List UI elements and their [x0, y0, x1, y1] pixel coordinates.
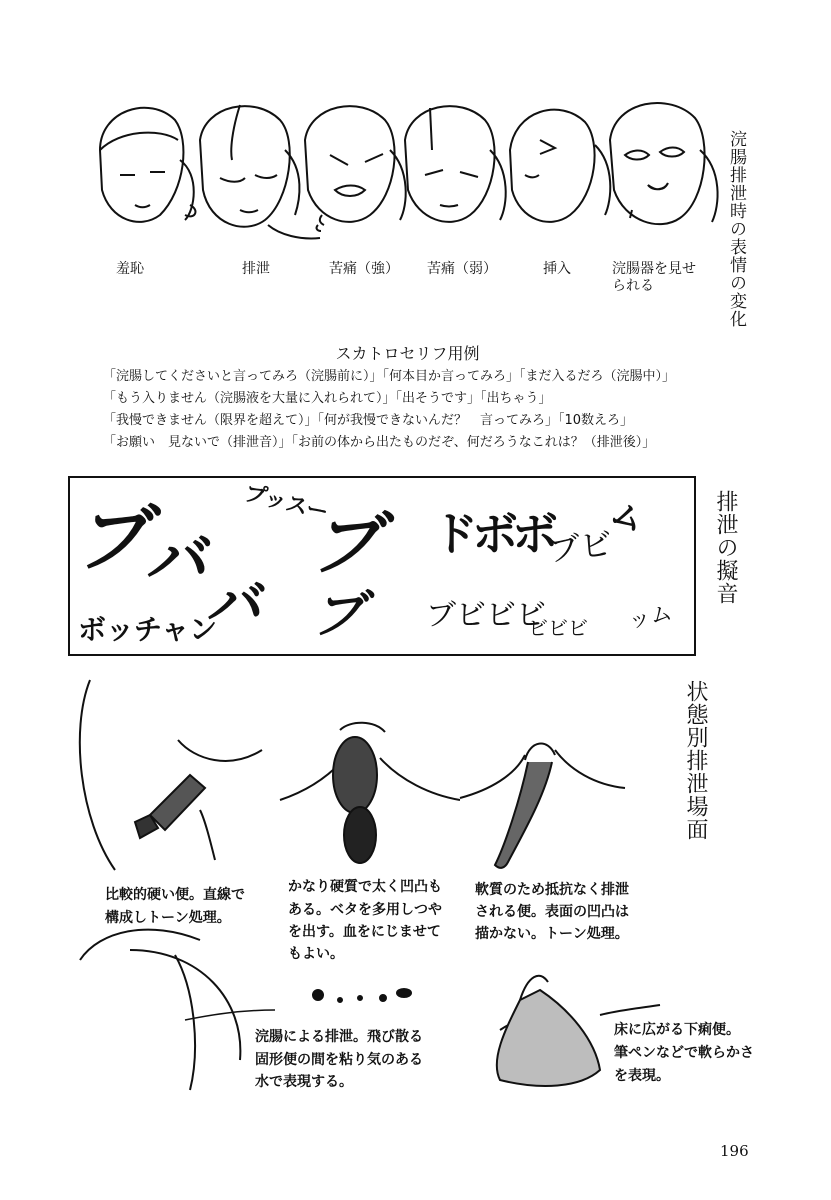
caption-soft-line2: される便。表面の凹凸は: [475, 904, 629, 920]
sfx-mmu: ッム: [626, 600, 675, 635]
sfx-ba-2: バ: [203, 572, 271, 637]
states-title: 状態別排泄場面: [683, 680, 708, 841]
dialogue-line-2: 「もう入りません（浣腸液を大量に入れられて）」「出そうです」「出ちゃう」: [103, 391, 552, 406]
soft-stool-illustration: [460, 744, 625, 868]
sfx-bibibi: ビビビ: [528, 616, 588, 640]
caption-soft-line1: 軟質のため抵抗なく排泄: [475, 882, 629, 898]
sfx-bu-lower: ブ: [307, 585, 378, 645]
sfx-pussu: プッスー: [241, 480, 331, 526]
caption-hard-line1: 比較的硬い便。直線で: [105, 887, 245, 903]
face-weak-pain-illustration: [405, 106, 506, 222]
dialogue-line-4: 「お願い 見ないで（排泄音）」「お前の体から出たものだぞ、何だろうなこれは？（排泄後）」: [103, 435, 656, 450]
caption-soft-line3: 描かない。トーン処理。: [475, 926, 629, 942]
sfx-bubibibi: ブビビビ: [426, 598, 546, 633]
sfx-bu: ブ: [71, 496, 164, 582]
caption-bumpy-line2: ある。ベタを多用しつや: [288, 902, 442, 918]
dialogue-line-1: 「浣腸してくださいと言ってみろ（浣腸前に）」「何本目か言ってみろ」「まだ入るだろ（浣腸中）」: [103, 369, 676, 384]
caption-diarrhea-line2: 筆ペンなどで軟らかさ: [614, 1045, 754, 1061]
sounds-title: 排泄の擬音: [713, 490, 738, 605]
caption-enema-line2: 固形便の間を粘り気のある: [255, 1052, 423, 1068]
caption-diarrhea-line1: 床に広がる下痢便。: [614, 1022, 740, 1038]
faces-title: 浣腸排泄時の表情の変化: [726, 130, 746, 328]
face-strong-pain-illustration: [305, 106, 406, 231]
caption-hard-line2: 構成しトーン処理。: [105, 910, 231, 926]
sfx-mu: ム: [605, 493, 650, 541]
face-insertion-illustration: [510, 110, 610, 222]
hard-stool-illustration: [80, 680, 262, 870]
sfx-botchan: ボッチャン: [78, 613, 218, 646]
caption-bumpy-line3: を出す。血をにじませて: [288, 924, 441, 940]
dialogue-heading: スカトロセリフ用例: [335, 344, 480, 363]
caption-bumpy-line1: かなり硬質で太く凹凸も: [288, 879, 442, 895]
bumpy-stool-illustration: [280, 723, 460, 863]
caption-enema-line3: 水で表現する。: [255, 1074, 353, 1090]
sfx-bubi: ブビ: [546, 524, 615, 570]
face-excretion-illustration: [200, 105, 320, 238]
caption-bumpy-line4: もよい。: [288, 946, 344, 962]
dialogue-line-3: 「我慢できません（限界を超えて）」「何が我慢できないんだ？ 言ってみろ」「10数えろ」: [103, 413, 634, 428]
caption-diarrhea-line3: を表現。: [614, 1068, 670, 1084]
face-label-strong-pain: 苦痛（強）: [329, 261, 399, 277]
sfx-bu-large: ブ: [304, 503, 399, 585]
sfx-dobobo: ドボボ: [432, 507, 552, 561]
face-illustrations: [0, 0, 831, 260]
face-label-shown-enema-line1: 浣腸器を見せ: [612, 261, 696, 277]
page-number: 196: [720, 1142, 749, 1160]
face-shown-enema-illustration: [610, 103, 718, 224]
face-label-weak-pain: 苦痛（弱）: [427, 261, 497, 277]
sfx-ba-1: バ: [142, 523, 218, 596]
face-label-shown-enema-line2: られる: [612, 278, 654, 294]
face-shame-illustration: [100, 108, 195, 222]
face-label-shame: 羞恥: [116, 261, 144, 277]
face-label-excretion: 排泄: [242, 261, 270, 277]
caption-enema-line1: 浣腸による排泄。飛び散る: [255, 1029, 423, 1045]
face-label-insertion: 挿入: [543, 261, 571, 277]
